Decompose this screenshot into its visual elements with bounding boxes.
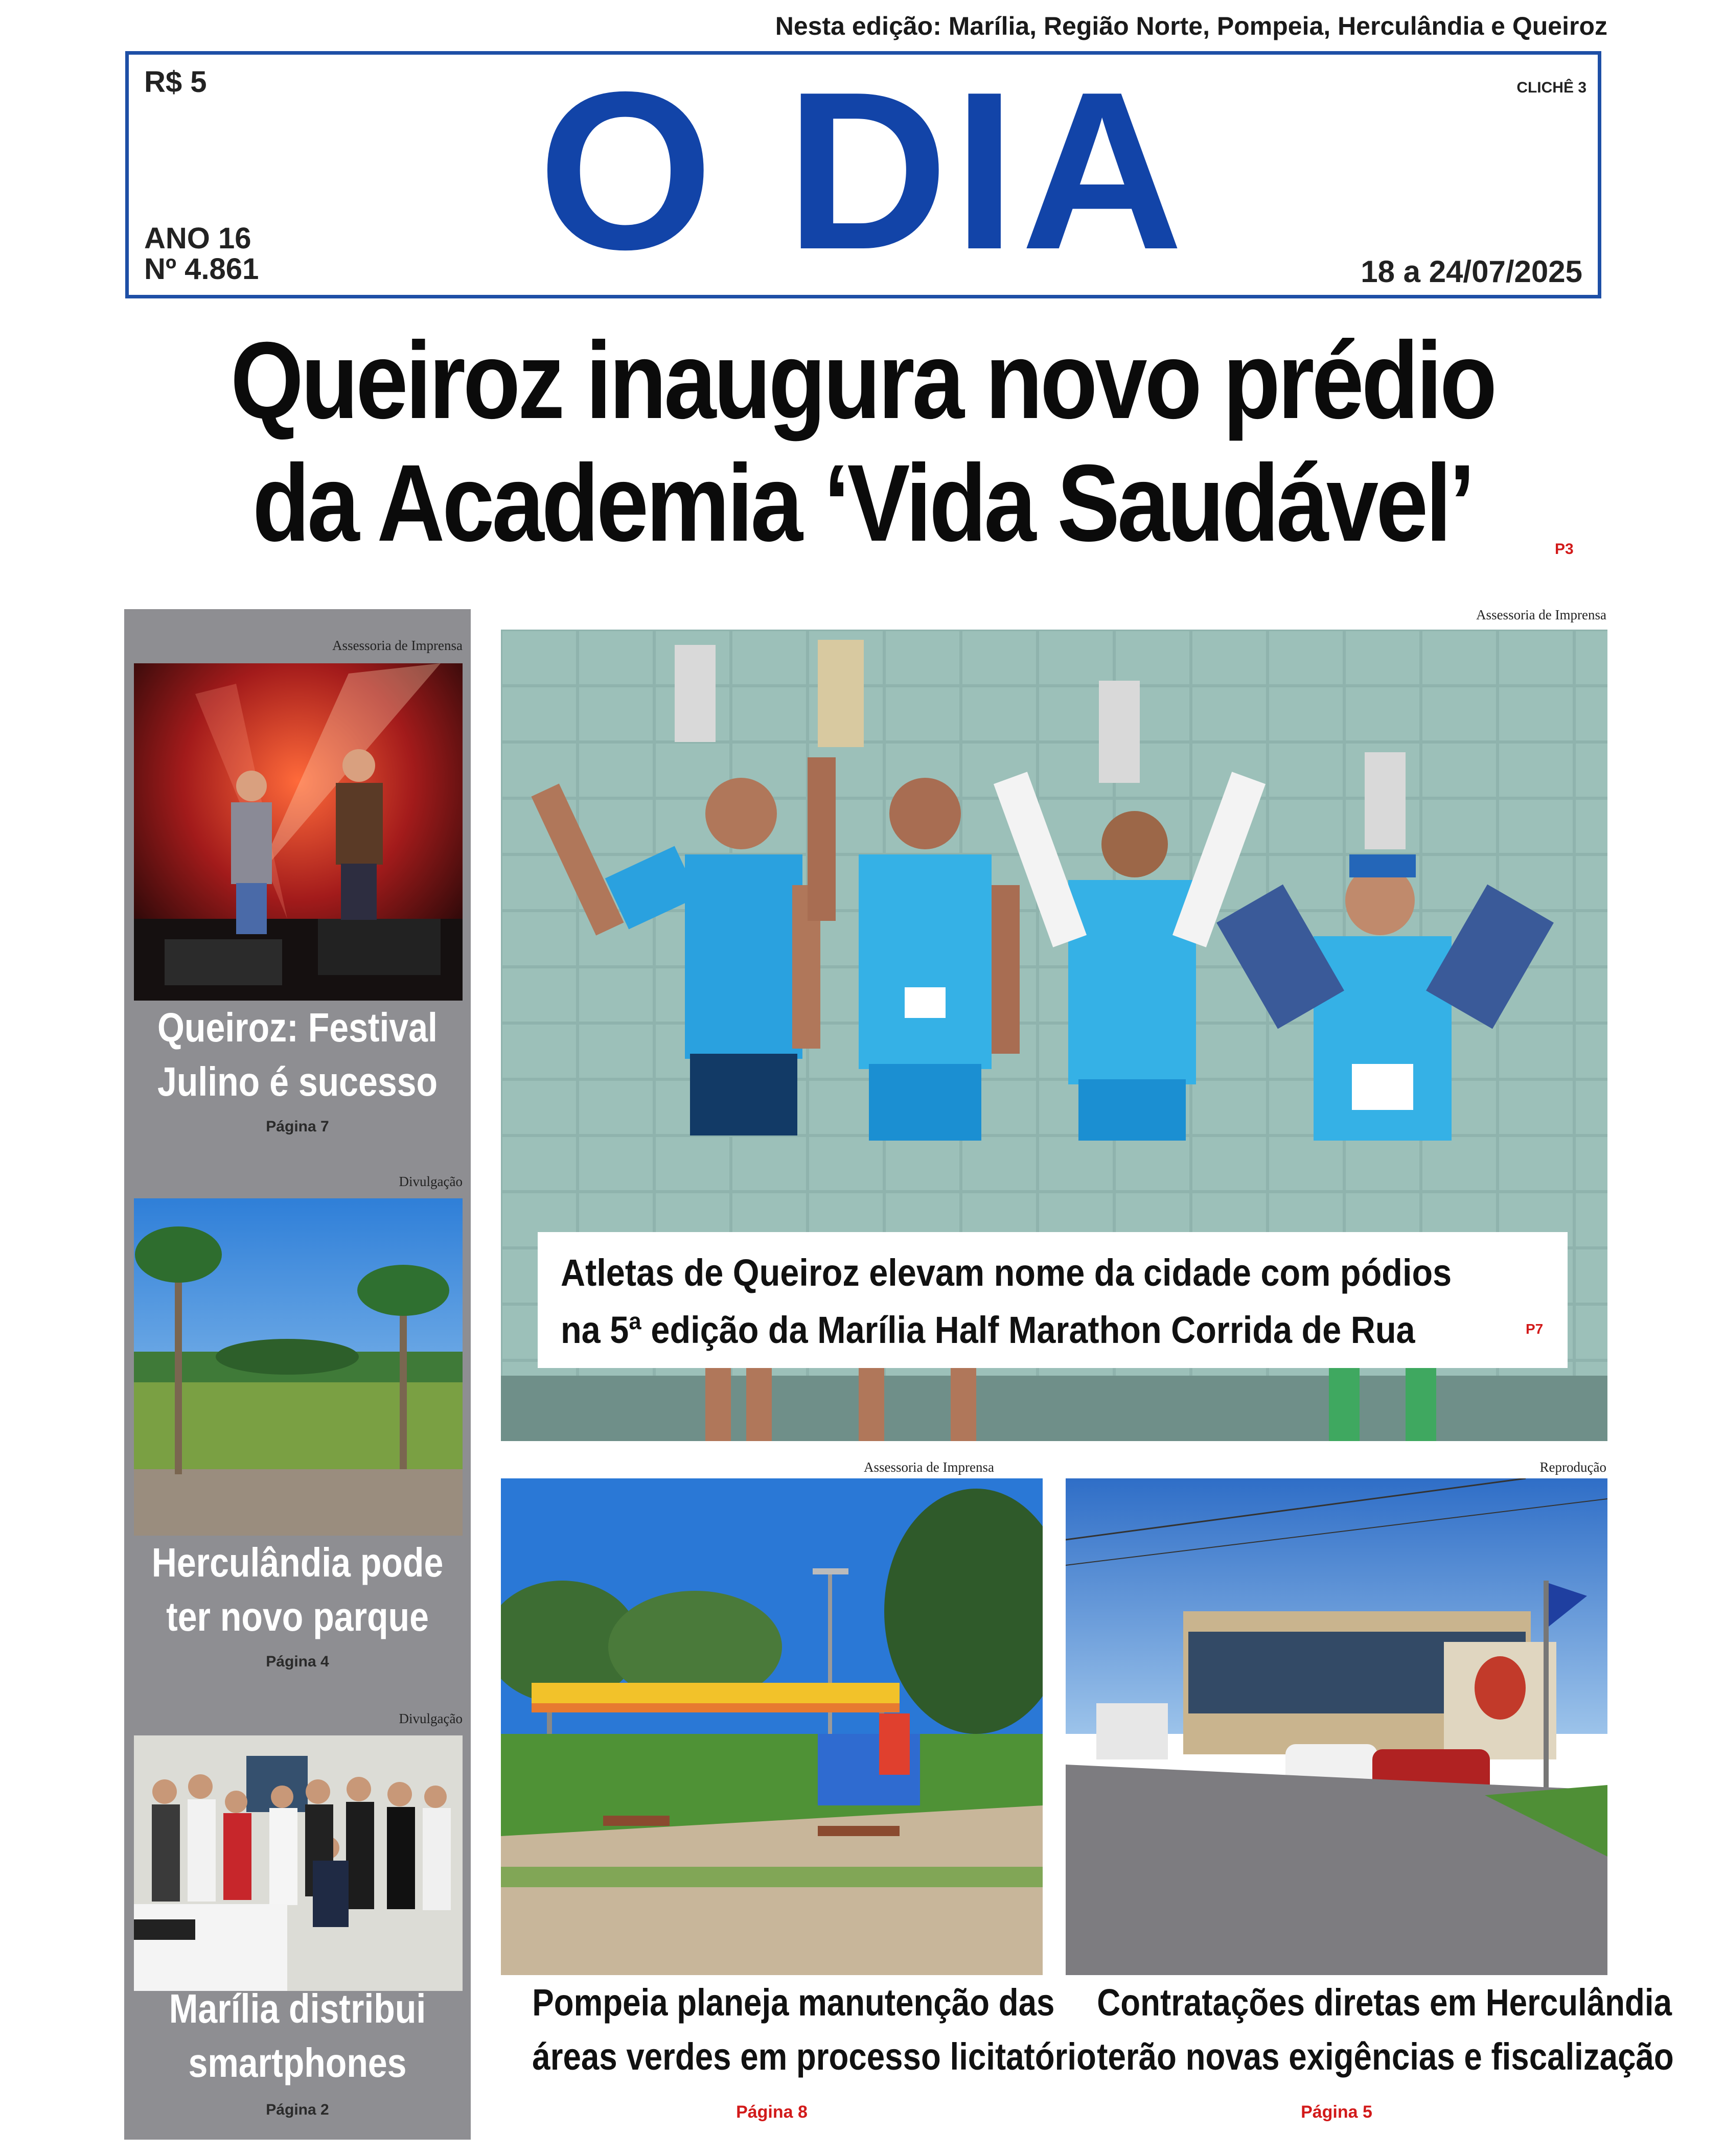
photo-credit: Assessoria de Imprensa — [332, 638, 463, 653]
smartphones-photo[interactable] — [134, 1735, 463, 1991]
photo-credit: Reprodução — [1539, 1459, 1606, 1475]
issue-number: Nº 4.861 — [144, 252, 259, 286]
page-reference: Página 7 — [266, 1118, 329, 1135]
headline-line-1: Queiroz inaugura novo prédio — [230, 319, 1495, 442]
photo-credit: Divulgação — [399, 1711, 463, 1726]
caption-page-ref: P7 — [1526, 1321, 1544, 1337]
issue-info — [144, 223, 259, 285]
sidebar-story-title[interactable] — [150, 1982, 445, 2090]
story-title-line: áreas verdes em processo licitatório — [532, 2035, 1096, 2078]
photo-credit: Divulgação — [399, 1174, 463, 1189]
main-story-caption[interactable] — [538, 1232, 1568, 1368]
year-label: ANO 16 — [144, 222, 251, 255]
page-reference: Página 8 — [736, 2102, 808, 2122]
caption-text — [561, 1244, 1462, 1359]
playground-photo[interactable] — [501, 1478, 1043, 1975]
price: R$ 5 — [144, 65, 207, 99]
newspaper-logo[interactable]: O DIA — [538, 45, 1189, 296]
masthead — [125, 45, 1601, 298]
park-photo[interactable] — [134, 1198, 463, 1536]
city-hall-photo[interactable] — [1066, 1478, 1607, 1975]
page-reference: Página 2 — [266, 2101, 329, 2118]
headline-page-ref: P3 — [1555, 541, 1574, 558]
cliche-label: CLICHÊ 3 — [1516, 79, 1586, 96]
bottom-story-title[interactable] — [532, 1976, 1096, 2084]
caption-line: na 5ª edição da Marília Half Marathon Corrida de Rua — [561, 1309, 1415, 1351]
story-title-line: Marília distribui — [169, 1986, 426, 2031]
photo-credit: Assessoria de Imprensa — [1476, 607, 1606, 622]
story-title-line: Julino é sucesso — [157, 1059, 438, 1104]
sidebar — [124, 609, 471, 2140]
page-reference: Página 4 — [266, 1653, 329, 1670]
story-title-line: Herculândia pode — [151, 1540, 444, 1585]
photo-credit: Assessoria de Imprensa — [864, 1459, 994, 1475]
sidebar-story-title[interactable] — [150, 1001, 445, 1109]
page-reference: Página 5 — [1301, 2102, 1372, 2122]
caption-line: Atletas de Queiroz elevam nome da cidade com pódios — [561, 1251, 1452, 1294]
headline-line-2: da Academia ‘Vida Saudável’ — [252, 442, 1473, 564]
bottom-story-title[interactable] — [1097, 1976, 1674, 2084]
edition-line: Nesta edição: Marília, Região Norte, Pompeia, Herculândia e Queiroz — [775, 12, 1607, 40]
story-title-line: ter novo parque — [166, 1594, 429, 1639]
story-title-line: Pompeia planeja manutenção das — [532, 1981, 1055, 2024]
story-title-line: Contratações diretas em Herculândia — [1097, 1981, 1672, 2024]
story-title-line: Queiroz: Festival — [157, 1005, 438, 1050]
story-title-line: terão novas exigências e fiscalização — [1097, 2035, 1674, 2078]
story-title-line: smartphones — [188, 2040, 407, 2085]
festival-photo[interactable] — [134, 663, 463, 1001]
sidebar-story-title[interactable] — [150, 1536, 445, 1644]
main-headline[interactable] — [209, 319, 1516, 565]
date-range: 18 a 24/07/2025 — [1361, 254, 1582, 289]
